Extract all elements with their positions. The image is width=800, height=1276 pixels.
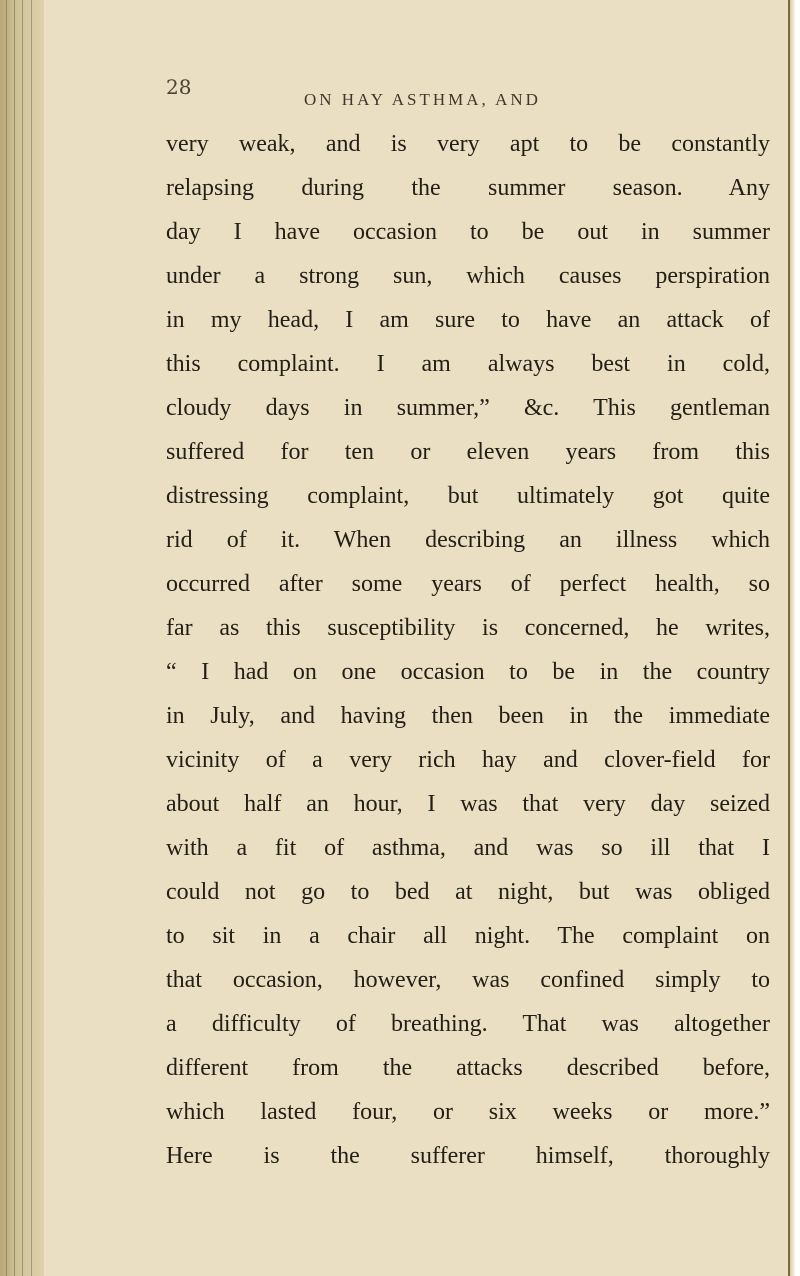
text-line: that occasion, however, was confined simply to	[166, 967, 770, 993]
binding-line	[14, 0, 15, 1276]
text-line: suffered for ten or eleven years from this	[166, 439, 770, 465]
text-line: occurred after some years of perfect health, so	[166, 571, 770, 597]
text-line: “ I had on one occasion to be in the country	[166, 659, 770, 685]
text-line: under a strong sun, which causes perspiration	[166, 263, 770, 289]
text-line: Here is the sufferer himself, thoroughly	[166, 1143, 770, 1169]
text-line: very weak, and is very apt to be constantly	[166, 131, 770, 157]
running-head: ON HAY ASTHMA, AND	[304, 90, 541, 109]
text-line: distressing complaint, but ultimately got quite	[166, 483, 770, 509]
page-edge-right	[788, 0, 800, 1276]
body-text	[166, 122, 770, 1178]
binding-line	[6, 0, 7, 1276]
book-page	[44, 0, 788, 1276]
text-line: with a fit of asthma, and was so ill that I	[166, 835, 770, 861]
text-line: far as this susceptibility is concerned, he writes,	[166, 615, 770, 641]
binding-line	[22, 0, 23, 1276]
text-line: rid of it. When describing an illness which	[166, 527, 770, 553]
text-line: which lasted four, or six weeks or more.”	[166, 1099, 770, 1125]
binding-line	[31, 0, 32, 1276]
text-line: a difficulty of breathing. That was altogether	[166, 1011, 770, 1037]
text-line: in my head, I am sure to have an attack of	[166, 307, 770, 333]
text-line: day I have occasion to be out in summer	[166, 219, 770, 245]
text-line: about half an hour, I was that very day seized	[166, 791, 770, 817]
text-line: could not go to bed at night, but was obliged	[166, 879, 770, 905]
text-line: relapsing during the summer season. Any	[166, 175, 770, 201]
text-line: to sit in a chair all night. The complaint on	[166, 923, 770, 949]
text-line: this complaint. I am always best in cold,	[166, 351, 770, 377]
book-gutter-left	[0, 0, 44, 1276]
text-line: different from the attacks described before,	[166, 1055, 770, 1081]
page-number: 28	[166, 75, 192, 99]
text-line: cloudy days in summer,” &c. This gentleman	[166, 395, 770, 421]
text-line: vicinity of a very rich hay and clover-field for	[166, 747, 770, 773]
text-line: in July, and having then been in the immediate	[166, 703, 770, 729]
